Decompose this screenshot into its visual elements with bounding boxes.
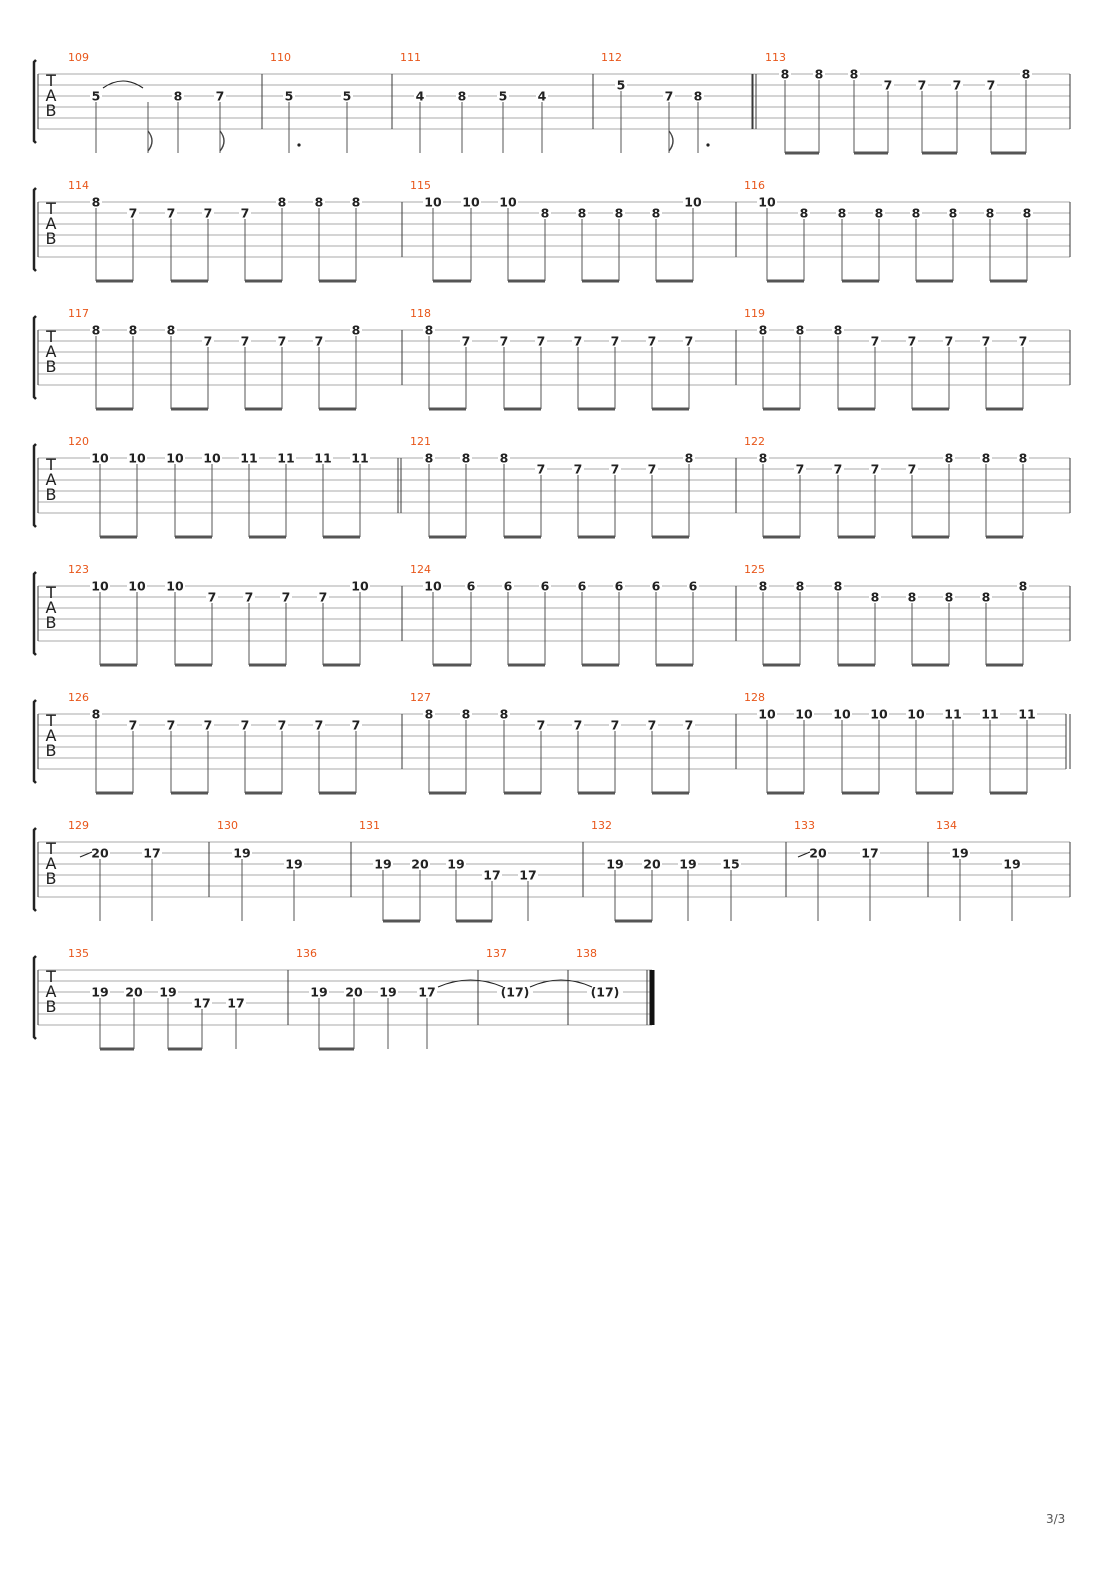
fret-number: 10 [870,706,888,722]
fret-number: 7 [277,717,287,733]
fret-number: 7 [917,77,927,93]
measure-number: 115 [410,179,431,192]
fret-number: 7 [952,77,962,93]
tab-clef-letter: T [46,967,56,986]
system-bracket [34,188,36,271]
measure-number: 135 [68,947,89,960]
tab-system [34,435,1070,537]
fret-number: 19 [310,984,328,1000]
measure-number: 124 [410,563,431,576]
fret-number: 7 [981,333,991,349]
fret-number: 5 [498,88,508,104]
measure-number: 132 [591,819,612,832]
fret-number: 8 [907,589,917,605]
tab-clef-letter: A [45,214,57,233]
fret-number: 8 [424,322,434,338]
fret-number: 7 [610,717,620,733]
fret-number: 8 [985,205,995,221]
fret-number: 8 [173,88,183,104]
fret-number: 7 [664,88,674,104]
fret-number: 10 [166,578,184,594]
fret-number: 11 [1018,706,1036,722]
system-bracket [34,60,36,143]
fret-number: 8 [166,322,176,338]
measure-number: 117 [68,307,89,320]
measure-number: 116 [744,179,765,192]
measure-number: 129 [68,819,89,832]
fret-number: 7 [610,333,620,349]
fret-number: 7 [684,717,694,733]
tab-clef-letter: T [46,839,56,858]
fret-number: 10 [684,194,702,210]
fret-number: 4 [415,88,425,104]
fret-number: 8 [684,450,694,466]
measure-number: 114 [68,179,89,192]
measure-number: 131 [359,819,380,832]
fret-number: 7 [314,717,324,733]
fret-number: 7 [986,77,996,93]
fret-number: 8 [944,450,954,466]
fret-number: 20 [411,856,429,872]
fret-number: 7 [647,717,657,733]
fret-number: 20 [809,845,827,861]
tab-clef-letter: B [45,357,57,376]
fret-number: 11 [351,450,369,466]
fret-number: 19 [606,856,624,872]
fret-number: 8 [457,88,467,104]
duration-dot [297,143,300,146]
tab-system [34,51,1070,153]
fret-number: 11 [944,706,962,722]
fret-number: 8 [314,194,324,210]
system-bracket [34,956,36,1039]
fret-number: 10 [91,578,109,594]
fret-number: 17 [143,845,161,861]
fret-number: (17) [590,984,620,1000]
fret-number: 7 [128,205,138,221]
fret-number: 19 [159,984,177,1000]
measure-number: 109 [68,51,89,64]
system-bracket [34,700,36,783]
fret-number: 10 [351,578,369,594]
fret-number: 20 [91,845,109,861]
fret-number: 7 [536,333,546,349]
fret-number: 7 [795,461,805,477]
tab-system [34,691,1066,793]
fret-number: 8 [424,450,434,466]
tab-clef-letter: T [46,71,56,90]
fret-number: 7 [281,589,291,605]
fret-number: 7 [684,333,694,349]
tab-system [34,179,1070,281]
tab-clef-letter: A [45,342,57,361]
fret-number: 17 [483,867,501,883]
fret-number: 7 [573,717,583,733]
fret-number: 17 [519,867,537,883]
fret-number: 7 [215,88,225,104]
fret-number: 7 [351,717,361,733]
fret-number: 6 [614,578,624,594]
tab-clef-letter: B [45,997,57,1016]
fret-number: 10 [833,706,851,722]
fret-number: 8 [614,205,624,221]
tab-clef-letter: B [45,613,57,632]
fret-number: 7 [318,589,328,605]
tab-clef-letter: A [45,854,57,873]
fret-number: 8 [651,205,661,221]
fret-number: 10 [758,706,776,722]
fret-number: 8 [351,194,361,210]
measure-number: 120 [68,435,89,448]
fret-number: 7 [244,589,254,605]
fret-number: 8 [91,322,101,338]
fret-number: 7 [883,77,893,93]
tab-clef-letter: A [45,726,57,745]
fret-number: 8 [814,66,824,82]
measure-number: 123 [68,563,89,576]
fret-number: 10 [203,450,221,466]
fret-number: 10 [424,194,442,210]
fret-number: 8 [981,450,991,466]
fret-number: 17 [227,995,245,1011]
measure-number: 111 [400,51,421,64]
fret-number: 5 [342,88,352,104]
fret-number: 20 [125,984,143,1000]
fret-number: 10 [499,194,517,210]
tab-clef-letter: T [46,583,56,602]
fret-number: 19 [233,845,251,861]
fret-number: 8 [499,706,509,722]
fret-number: 7 [240,205,250,221]
fret-number: 8 [911,205,921,221]
eighth-flag [220,131,224,151]
measure-number: 128 [744,691,765,704]
measure-number: 112 [601,51,622,64]
tab-system [34,819,1070,921]
measure-number: 122 [744,435,765,448]
fret-number: 8 [351,322,361,338]
tab-clef-letter: A [45,598,57,617]
fret-number: 10 [758,194,776,210]
tab-clef-letter: A [45,470,57,489]
fret-number: 17 [193,995,211,1011]
fret-number: 8 [693,88,703,104]
fret-number: 8 [424,706,434,722]
fret-number: 7 [461,333,471,349]
tab-system [34,563,1070,665]
fret-number: 7 [944,333,954,349]
fret-number: 8 [91,706,101,722]
measure-number: 134 [936,819,957,832]
tab-clef-letter: T [46,455,56,474]
tab-clef-letter: B [45,101,57,120]
fret-number: 19 [679,856,697,872]
fret-number: 8 [795,322,805,338]
tab-clef-letter: T [46,711,56,730]
tab-system [34,947,652,1049]
fret-number: 7 [277,333,287,349]
fret-number: 8 [461,450,471,466]
fret-number: 19 [285,856,303,872]
page-number: 3/3 [1046,1512,1066,1526]
fret-number: 8 [948,205,958,221]
fret-number: 8 [849,66,859,82]
fret-number: 19 [1003,856,1021,872]
fret-number: 17 [861,845,879,861]
fret-number: 8 [758,322,768,338]
fret-number: 6 [688,578,698,594]
fret-number: 7 [166,717,176,733]
tab-clef-letter: T [46,327,56,346]
fret-number: 8 [1021,66,1031,82]
fret-number: 7 [166,205,176,221]
fret-number: 7 [240,717,250,733]
fret-number: 19 [91,984,109,1000]
measure-number: 133 [794,819,815,832]
fret-number: 7 [907,333,917,349]
fret-number: 8 [758,450,768,466]
fret-number: 6 [540,578,550,594]
measure-number: 113 [765,51,786,64]
measure-number: 126 [68,691,89,704]
tab-clef-letter: B [45,229,57,248]
measure-number: 125 [744,563,765,576]
tab-clef-letter: B [45,741,57,760]
fret-number: 7 [870,461,880,477]
tab-system [34,307,1070,409]
fret-number: 7 [647,461,657,477]
fret-number: 7 [573,333,583,349]
tab-clef-letter: B [45,869,57,888]
measure-number: 110 [270,51,291,64]
fret-number: 10 [128,578,146,594]
fret-number: 7 [833,461,843,477]
fret-number: 10 [424,578,442,594]
measure-number: 137 [486,947,507,960]
fret-number: 10 [462,194,480,210]
measure-number: 121 [410,435,431,448]
tab-clef-letter: T [46,199,56,218]
eighth-flag [669,131,673,151]
system-bracket [34,572,36,655]
fret-number: 8 [874,205,884,221]
fret-number: 19 [951,845,969,861]
fret-number: 7 [870,333,880,349]
measure-number: 138 [576,947,597,960]
fret-number: 5 [91,88,101,104]
fret-number: 11 [277,450,295,466]
fret-number: 8 [780,66,790,82]
fret-number: 8 [1018,578,1028,594]
fret-number: 7 [203,333,213,349]
fret-number: 17 [418,984,436,1000]
fret-number: 7 [203,205,213,221]
fret-number: 8 [499,450,509,466]
measure-number: 119 [744,307,765,320]
fret-number: 6 [577,578,587,594]
system-bracket [34,444,36,527]
fret-number: 10 [795,706,813,722]
fret-number: 8 [795,578,805,594]
fret-number: 8 [870,589,880,605]
fret-number: 19 [379,984,397,1000]
fret-number: 8 [540,205,550,221]
fret-number: 7 [1018,333,1028,349]
fret-number: 8 [981,589,991,605]
system-bracket [34,828,36,911]
fret-number: 11 [981,706,999,722]
eighth-flag [148,131,152,151]
fret-number: 8 [1018,450,1028,466]
fret-number: 7 [240,333,250,349]
fret-number: 7 [536,461,546,477]
fret-number: 8 [577,205,587,221]
fret-number: 11 [240,450,258,466]
fret-number: 8 [128,322,138,338]
fret-number: 7 [203,717,213,733]
fret-number: 7 [610,461,620,477]
fret-number: 8 [461,706,471,722]
measure-number: 118 [410,307,431,320]
fret-number: 8 [833,578,843,594]
fret-number: 7 [128,717,138,733]
fret-number: 19 [374,856,392,872]
fret-number: 8 [91,194,101,210]
fret-number: 10 [91,450,109,466]
fret-number: 7 [536,717,546,733]
fret-number: 8 [1022,205,1032,221]
system-bracket [34,316,36,399]
fret-number: 10 [166,450,184,466]
fret-number: 20 [345,984,363,1000]
fret-number: 8 [799,205,809,221]
fret-number: 8 [758,578,768,594]
fret-number: (17) [500,984,530,1000]
fret-number: 8 [837,205,847,221]
fret-number: 4 [537,88,547,104]
fret-number: 7 [314,333,324,349]
fret-number: 20 [643,856,661,872]
fret-number: 7 [907,461,917,477]
fret-number: 8 [277,194,287,210]
fret-number: 6 [466,578,476,594]
fret-number: 5 [284,88,294,104]
fret-number: 7 [647,333,657,349]
fret-number: 8 [944,589,954,605]
fret-number: 15 [722,856,740,872]
fret-number: 8 [833,322,843,338]
fret-number: 10 [907,706,925,722]
fret-number: 10 [128,450,146,466]
measure-number: 130 [217,819,238,832]
fret-number: 11 [314,450,332,466]
fret-number: 19 [447,856,465,872]
fret-number: 7 [499,333,509,349]
fret-number: 7 [207,589,217,605]
fret-number: 6 [503,578,513,594]
fret-number: 7 [573,461,583,477]
measure-number: 136 [296,947,317,960]
tab-clef-letter: B [45,485,57,504]
duration-dot [706,143,709,146]
tab-clef-letter: A [45,86,57,105]
measure-number: 127 [410,691,431,704]
fret-number: 5 [616,77,626,93]
tab-clef-letter: A [45,982,57,1001]
fret-number: 6 [651,578,661,594]
